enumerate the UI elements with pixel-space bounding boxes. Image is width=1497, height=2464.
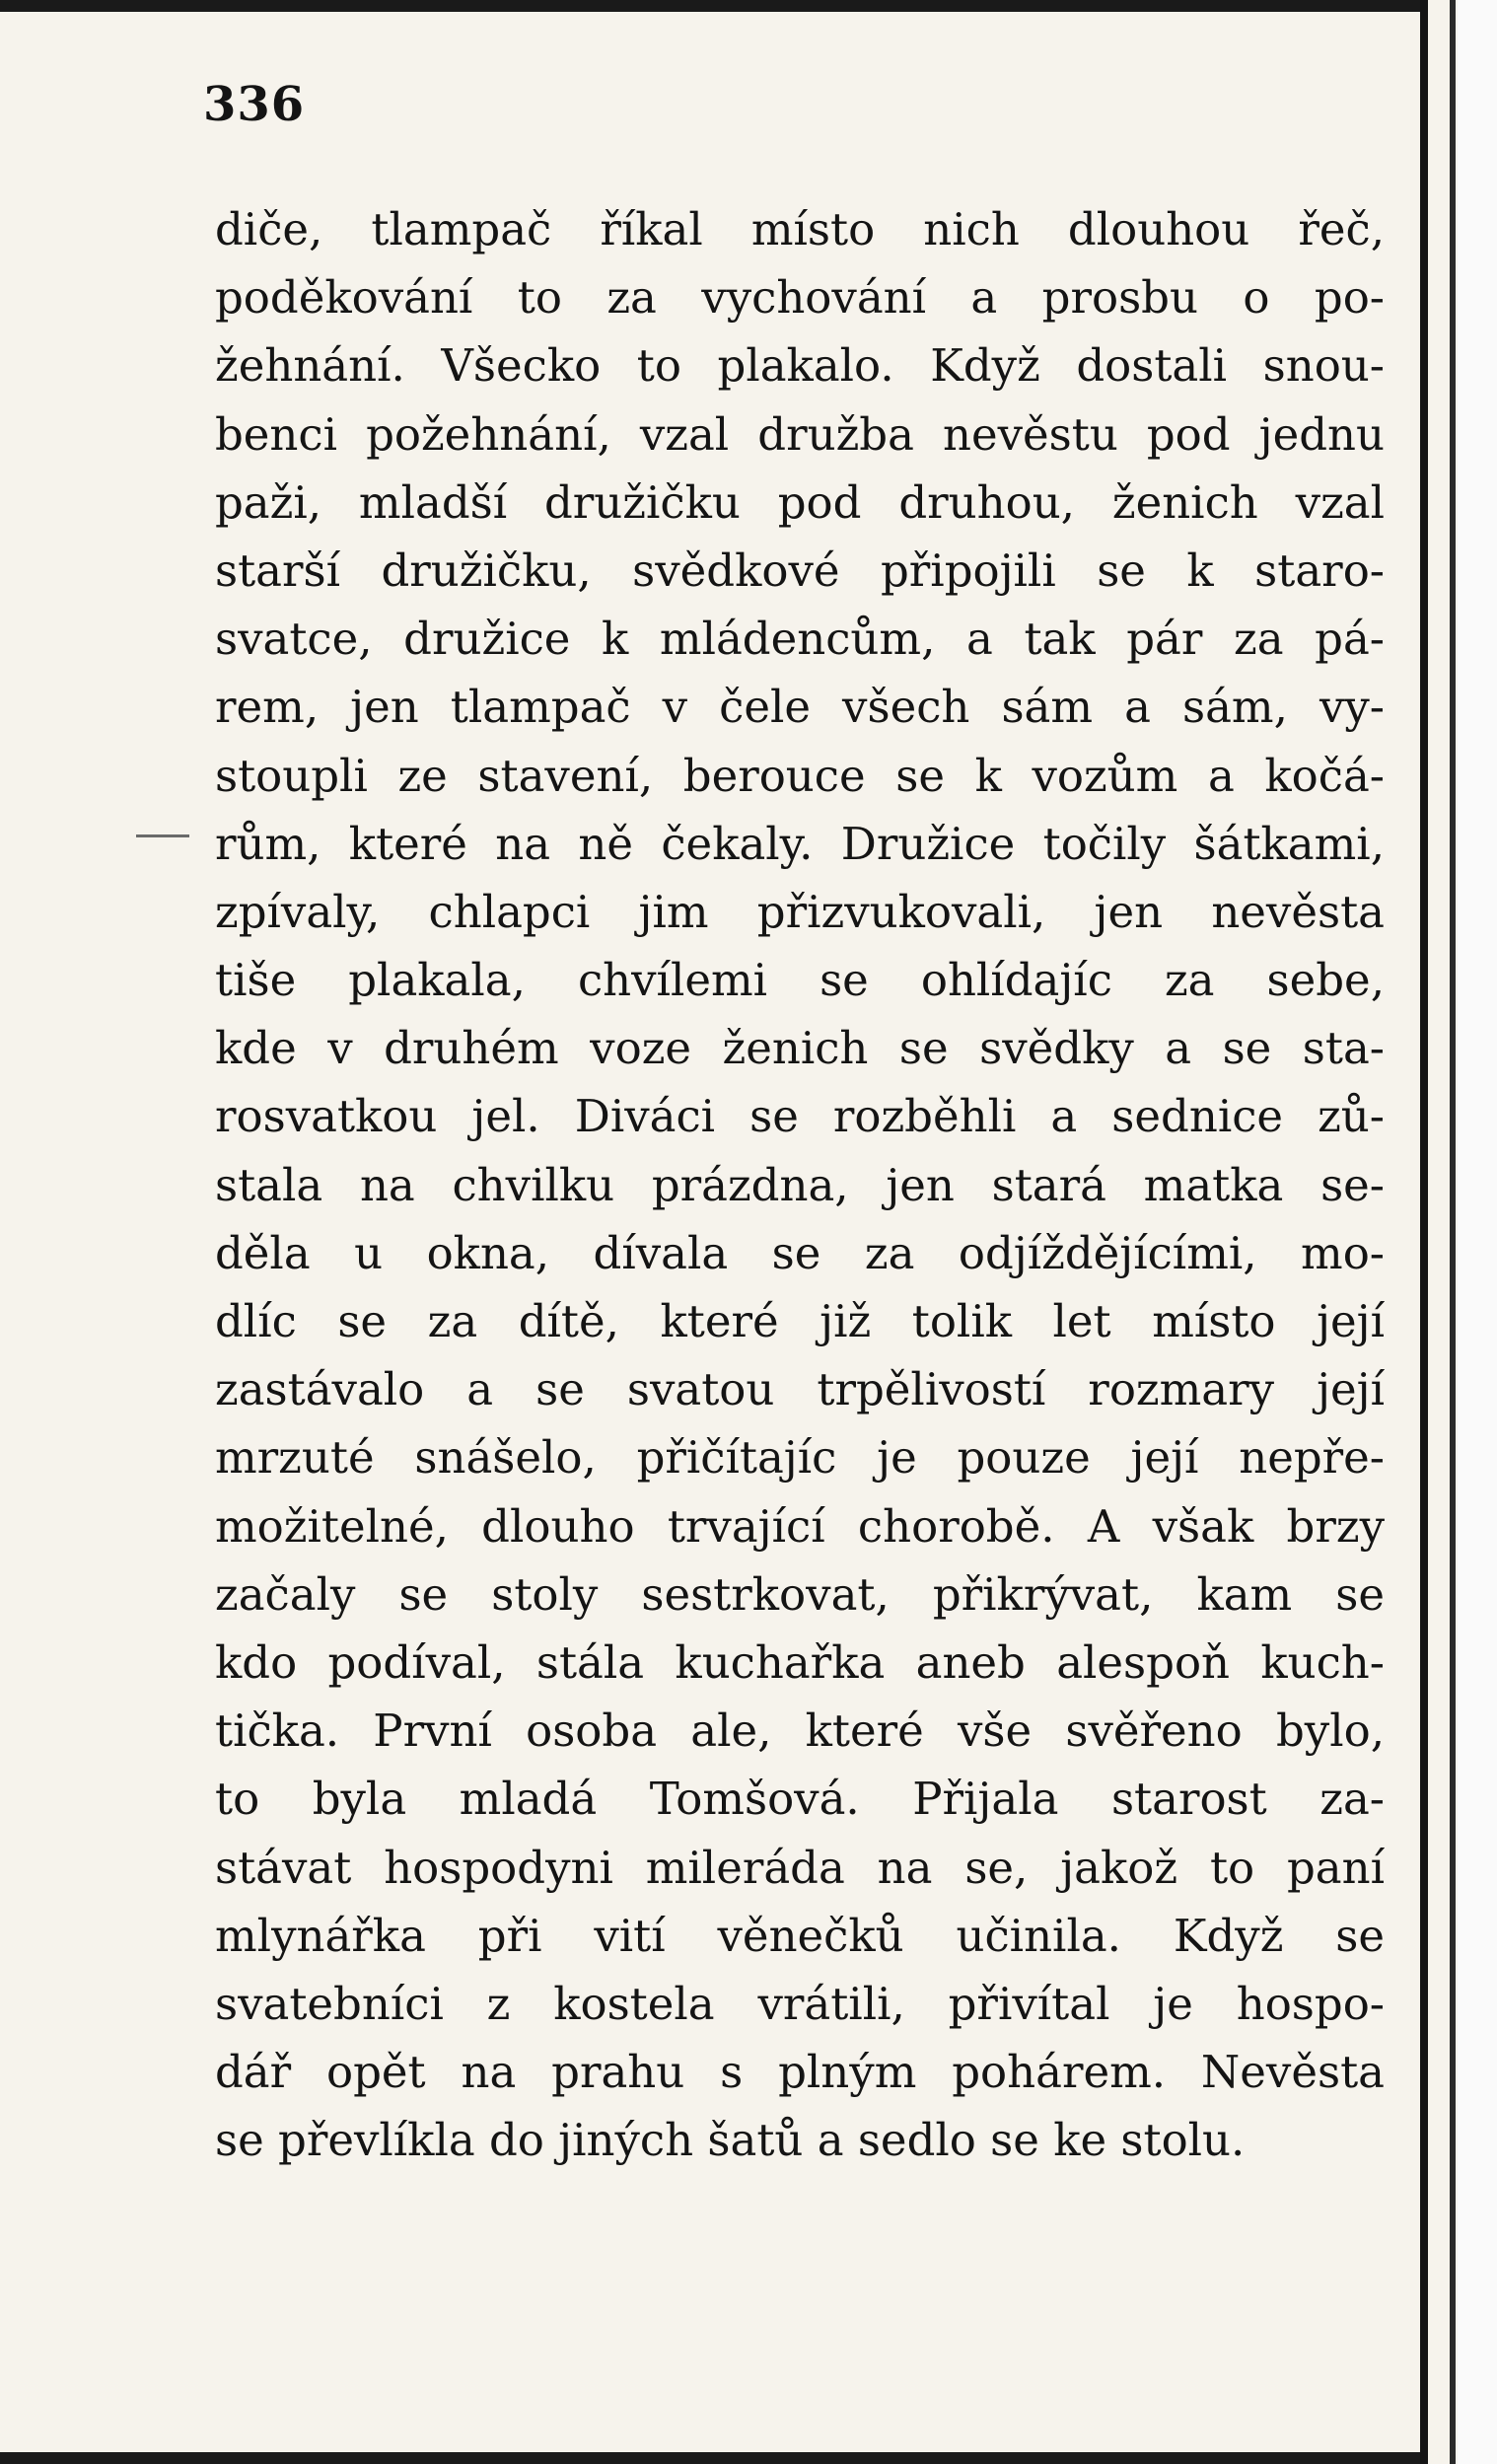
text-line: stala na chvilku prázdna, jen stará matka se- (215, 1158, 1385, 1211)
text-line: dlíc se za dítě, které již tolik let místo její (215, 1295, 1385, 1347)
text-line: mrzuté snášelo, přičítajíc je pouze její nepře- (215, 1431, 1385, 1485)
text-line: stávat hospodyni mileráda na se, jakož to paní (215, 1841, 1385, 1894)
text-line: paži, mladší družičku pod druhou, ženich vzal (215, 475, 1385, 529)
text-line: rům, které na ně čekaly. Družice točily šátkami, (215, 817, 1385, 870)
scan-edge-bottom (0, 2452, 1420, 2464)
scan-edge-right (1420, 0, 1428, 2464)
page-number: 336 (203, 77, 306, 132)
text-line: svatebníci z kostela vrátili, přivítal je hospo- (215, 1977, 1385, 2030)
text-line: dář opět na prahu s plným pohárem. Nevěsta (215, 2046, 1385, 2099)
text-line: kde v druhém voze ženich se svědky a se sta- (215, 1022, 1385, 1075)
text-line: se převlíkla do jiných šatů a sedlo se ke stolu. (215, 2114, 1246, 2167)
text-line: zpívaly, chlapci jim přizvukovali, jen nevěsta (215, 885, 1385, 938)
text-line: kdo podíval, stála kuchařka aneb alespoň kuch- (215, 1635, 1385, 1689)
scan-edge-top (0, 0, 1420, 12)
margin-mark (136, 834, 189, 837)
text-line: zastávalo a se svatou trpělivostí rozmary její (215, 1363, 1385, 1416)
text-line: mlynářka při vití věnečků učinila. Když se (215, 1909, 1385, 1962)
text-line: možitelné, dlouho trvající chorobě. A však brzy (215, 1499, 1385, 1553)
text-line: poděkování to za vychování a prosbu o po- (215, 271, 1385, 325)
text-line: stoupli ze stavení, berouce se k vozům a kočá- (215, 749, 1385, 802)
text-line: to byla mladá Tomšová. Přijala starost za- (215, 1773, 1385, 1826)
text-line: děla u okna, dívala se za odjíždějícími, mo- (215, 1226, 1385, 1279)
scan-edge-right-inner (1450, 0, 1456, 2464)
text-line: rosvatkou jel. Diváci se rozběhli a sednice zů- (215, 1090, 1385, 1143)
text-line: žehnání. Všecko to plakalo. Když dostali snou- (215, 339, 1385, 393)
text-line: diče, tlampač říkal místo nich dlouhou řeč, (215, 203, 1385, 255)
text-line: starší družičku, svědkové připojili se k staro- (215, 544, 1385, 597)
text-line: začaly se stoly sestrkovat, přikrývat, kam se (215, 1567, 1385, 1621)
text-line: tička. První osoba ale, které vše svěřeno bylo, (215, 1704, 1385, 1758)
text-line: benci požehnání, vzal družba nevěstu pod jednu (215, 407, 1385, 461)
scan-margin-right (1458, 0, 1497, 2464)
text-line: rem, jen tlampač v čele všech sám a sám, vy- (215, 681, 1385, 734)
text-line: svatce, družice k mládencům, a tak pár za pá- (215, 613, 1385, 666)
body-text (215, 195, 1385, 2174)
text-line: tiše plakala, chvílemi se ohlídajíc za sebe, (215, 954, 1385, 1007)
